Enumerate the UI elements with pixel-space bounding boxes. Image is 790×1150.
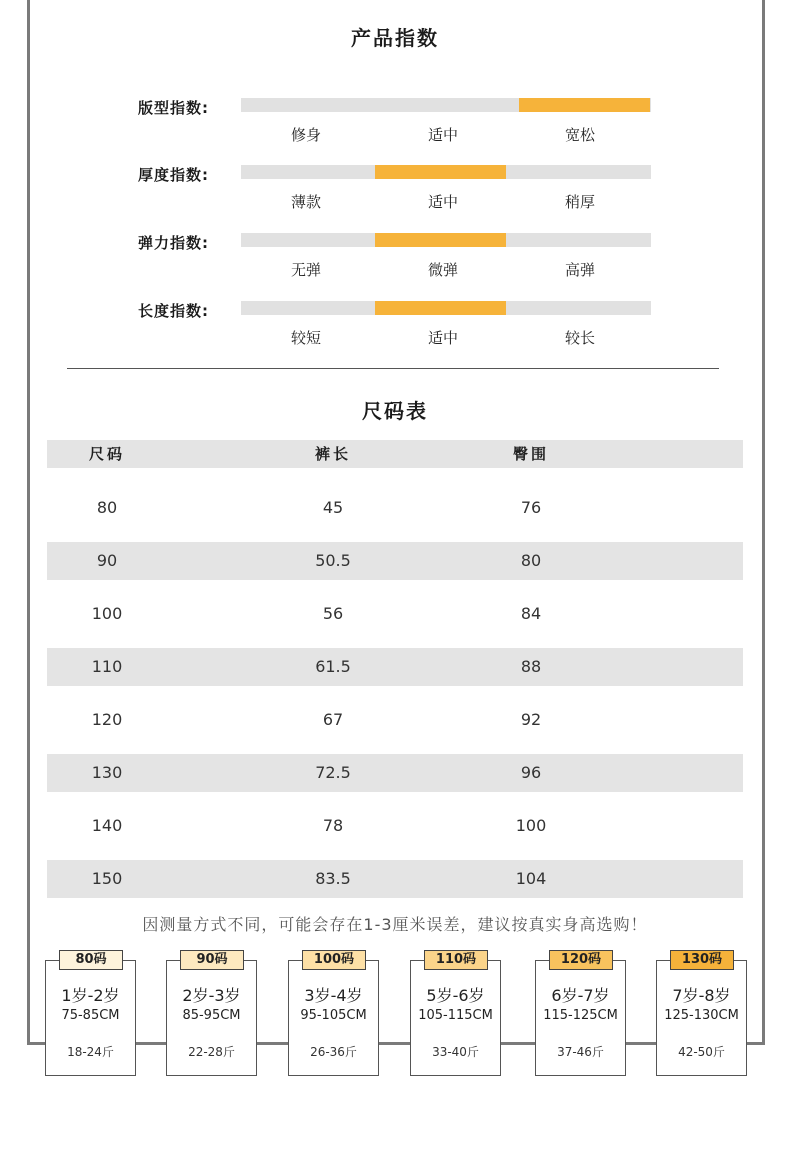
index-option: 无弹 [290, 261, 321, 279]
cell-pants-length: 83.5 [315, 869, 351, 888]
index-segment [241, 301, 372, 315]
size-badge: 90码 [180, 950, 244, 970]
index-segment [519, 233, 650, 247]
card-age: 3岁-4岁 [304, 986, 363, 1005]
header-pants-length: 裤长 [314, 445, 351, 463]
size-badge: 100码 [302, 950, 366, 970]
size-chart-title: 尺码表 [362, 399, 428, 423]
cell-size: 90 [96, 551, 118, 570]
index-segment [375, 98, 506, 112]
index-row-thickness [0, 164, 790, 224]
cell-pants-length: 61.5 [315, 657, 351, 676]
cell-hip: 96 [520, 763, 542, 782]
index-label: 版型指数: [138, 99, 209, 117]
index-bar [241, 165, 651, 179]
table-row [47, 701, 743, 754]
index-label: 弹力指数: [138, 234, 209, 252]
index-label: 厚度指数: [138, 166, 209, 184]
table-header [47, 440, 743, 468]
card-age: 1岁-2岁 [61, 986, 120, 1005]
table-row [47, 542, 743, 580]
cell-pants-length: 78 [322, 816, 344, 835]
index-row-length [0, 300, 790, 360]
index-option: 适中 [427, 193, 458, 211]
size-card [166, 952, 257, 1076]
index-option: 较长 [564, 329, 595, 347]
header-size: 尺码 [88, 445, 125, 463]
card-weight: 18-24斤 [67, 1045, 114, 1059]
card-age: 6岁-7岁 [551, 986, 610, 1005]
cell-hip: 80 [520, 551, 542, 570]
size-card [288, 952, 379, 1076]
cell-size: 100 [91, 604, 123, 623]
cell-hip: 84 [520, 604, 542, 623]
cell-hip: 100 [515, 816, 547, 835]
size-card [45, 952, 136, 1076]
size-card [535, 952, 626, 1076]
card-weight: 26-36斤 [310, 1045, 357, 1059]
index-segment [241, 98, 372, 112]
cell-size: 140 [91, 816, 123, 835]
table-row [47, 489, 743, 542]
measurement-note: 因测量方式不同，可能会存在1-3厘米误差，建议按真实身高选购！ [142, 915, 648, 934]
size-badge: 80码 [59, 950, 123, 970]
cell-hip: 76 [520, 498, 542, 517]
index-option: 稍厚 [564, 193, 595, 211]
cell-hip: 92 [520, 710, 542, 729]
card-height: 125-130CM [664, 1008, 739, 1023]
index-option: 宽松 [564, 126, 595, 144]
cell-hip: 104 [515, 869, 547, 888]
size-card [656, 952, 747, 1076]
card-height: 105-115CM [418, 1008, 493, 1023]
card-height: 85-95CM [182, 1008, 241, 1023]
size-table [47, 440, 743, 898]
card-weight: 22-28斤 [188, 1045, 235, 1059]
cell-size: 110 [91, 657, 123, 676]
card-weight: 37-46斤 [557, 1045, 604, 1059]
index-segment [375, 301, 506, 315]
table-row [47, 860, 743, 898]
index-segment [241, 233, 372, 247]
index-option: 修身 [290, 126, 321, 144]
index-bar [241, 98, 651, 112]
cell-pants-length: 72.5 [315, 763, 351, 782]
cell-size: 120 [91, 710, 123, 729]
size-badge: 110码 [424, 950, 488, 970]
index-label: 长度指数: [138, 302, 209, 320]
index-bar [241, 301, 651, 315]
index-segment [241, 165, 372, 179]
cell-size: 150 [91, 869, 123, 888]
card-height: 75-85CM [61, 1008, 120, 1023]
index-option: 适中 [427, 329, 458, 347]
cell-pants-length: 56 [322, 604, 344, 623]
index-option: 高弹 [564, 261, 595, 279]
index-row-elasticity [0, 232, 790, 292]
cell-hip: 88 [520, 657, 542, 676]
index-option: 较短 [290, 329, 321, 347]
index-segment [519, 98, 650, 112]
card-age: 2岁-3岁 [182, 986, 241, 1005]
product-index-title: 产品指数 [351, 26, 439, 50]
frame-bottom-border [27, 1042, 765, 1045]
card-age: 7岁-8岁 [672, 986, 731, 1005]
card-weight: 33-40斤 [432, 1045, 479, 1059]
size-badge: 120码 [549, 950, 613, 970]
cell-pants-length: 50.5 [315, 551, 351, 570]
size-card [410, 952, 501, 1076]
cell-size: 130 [91, 763, 123, 782]
cell-pants-length: 67 [322, 710, 344, 729]
cell-size: 80 [96, 498, 118, 517]
card-height: 95-105CM [300, 1008, 367, 1023]
section-divider [67, 368, 719, 369]
table-row [47, 648, 743, 686]
card-height: 115-125CM [543, 1008, 618, 1023]
table-row [47, 807, 743, 860]
cell-pants-length: 45 [322, 498, 344, 517]
card-weight: 42-50斤 [678, 1045, 725, 1059]
index-row-fit [0, 97, 790, 157]
index-segment [375, 165, 506, 179]
index-option: 薄款 [290, 193, 321, 211]
table-row [47, 754, 743, 792]
table-row [47, 595, 743, 648]
index-bar [241, 233, 651, 247]
card-age: 5岁-6岁 [426, 986, 485, 1005]
index-option: 微弹 [427, 261, 458, 279]
index-option: 适中 [427, 126, 458, 144]
size-badge: 130码 [670, 950, 734, 970]
index-segment [519, 165, 650, 179]
index-segment [375, 233, 506, 247]
index-segment [519, 301, 650, 315]
header-hip: 臀围 [512, 445, 549, 463]
